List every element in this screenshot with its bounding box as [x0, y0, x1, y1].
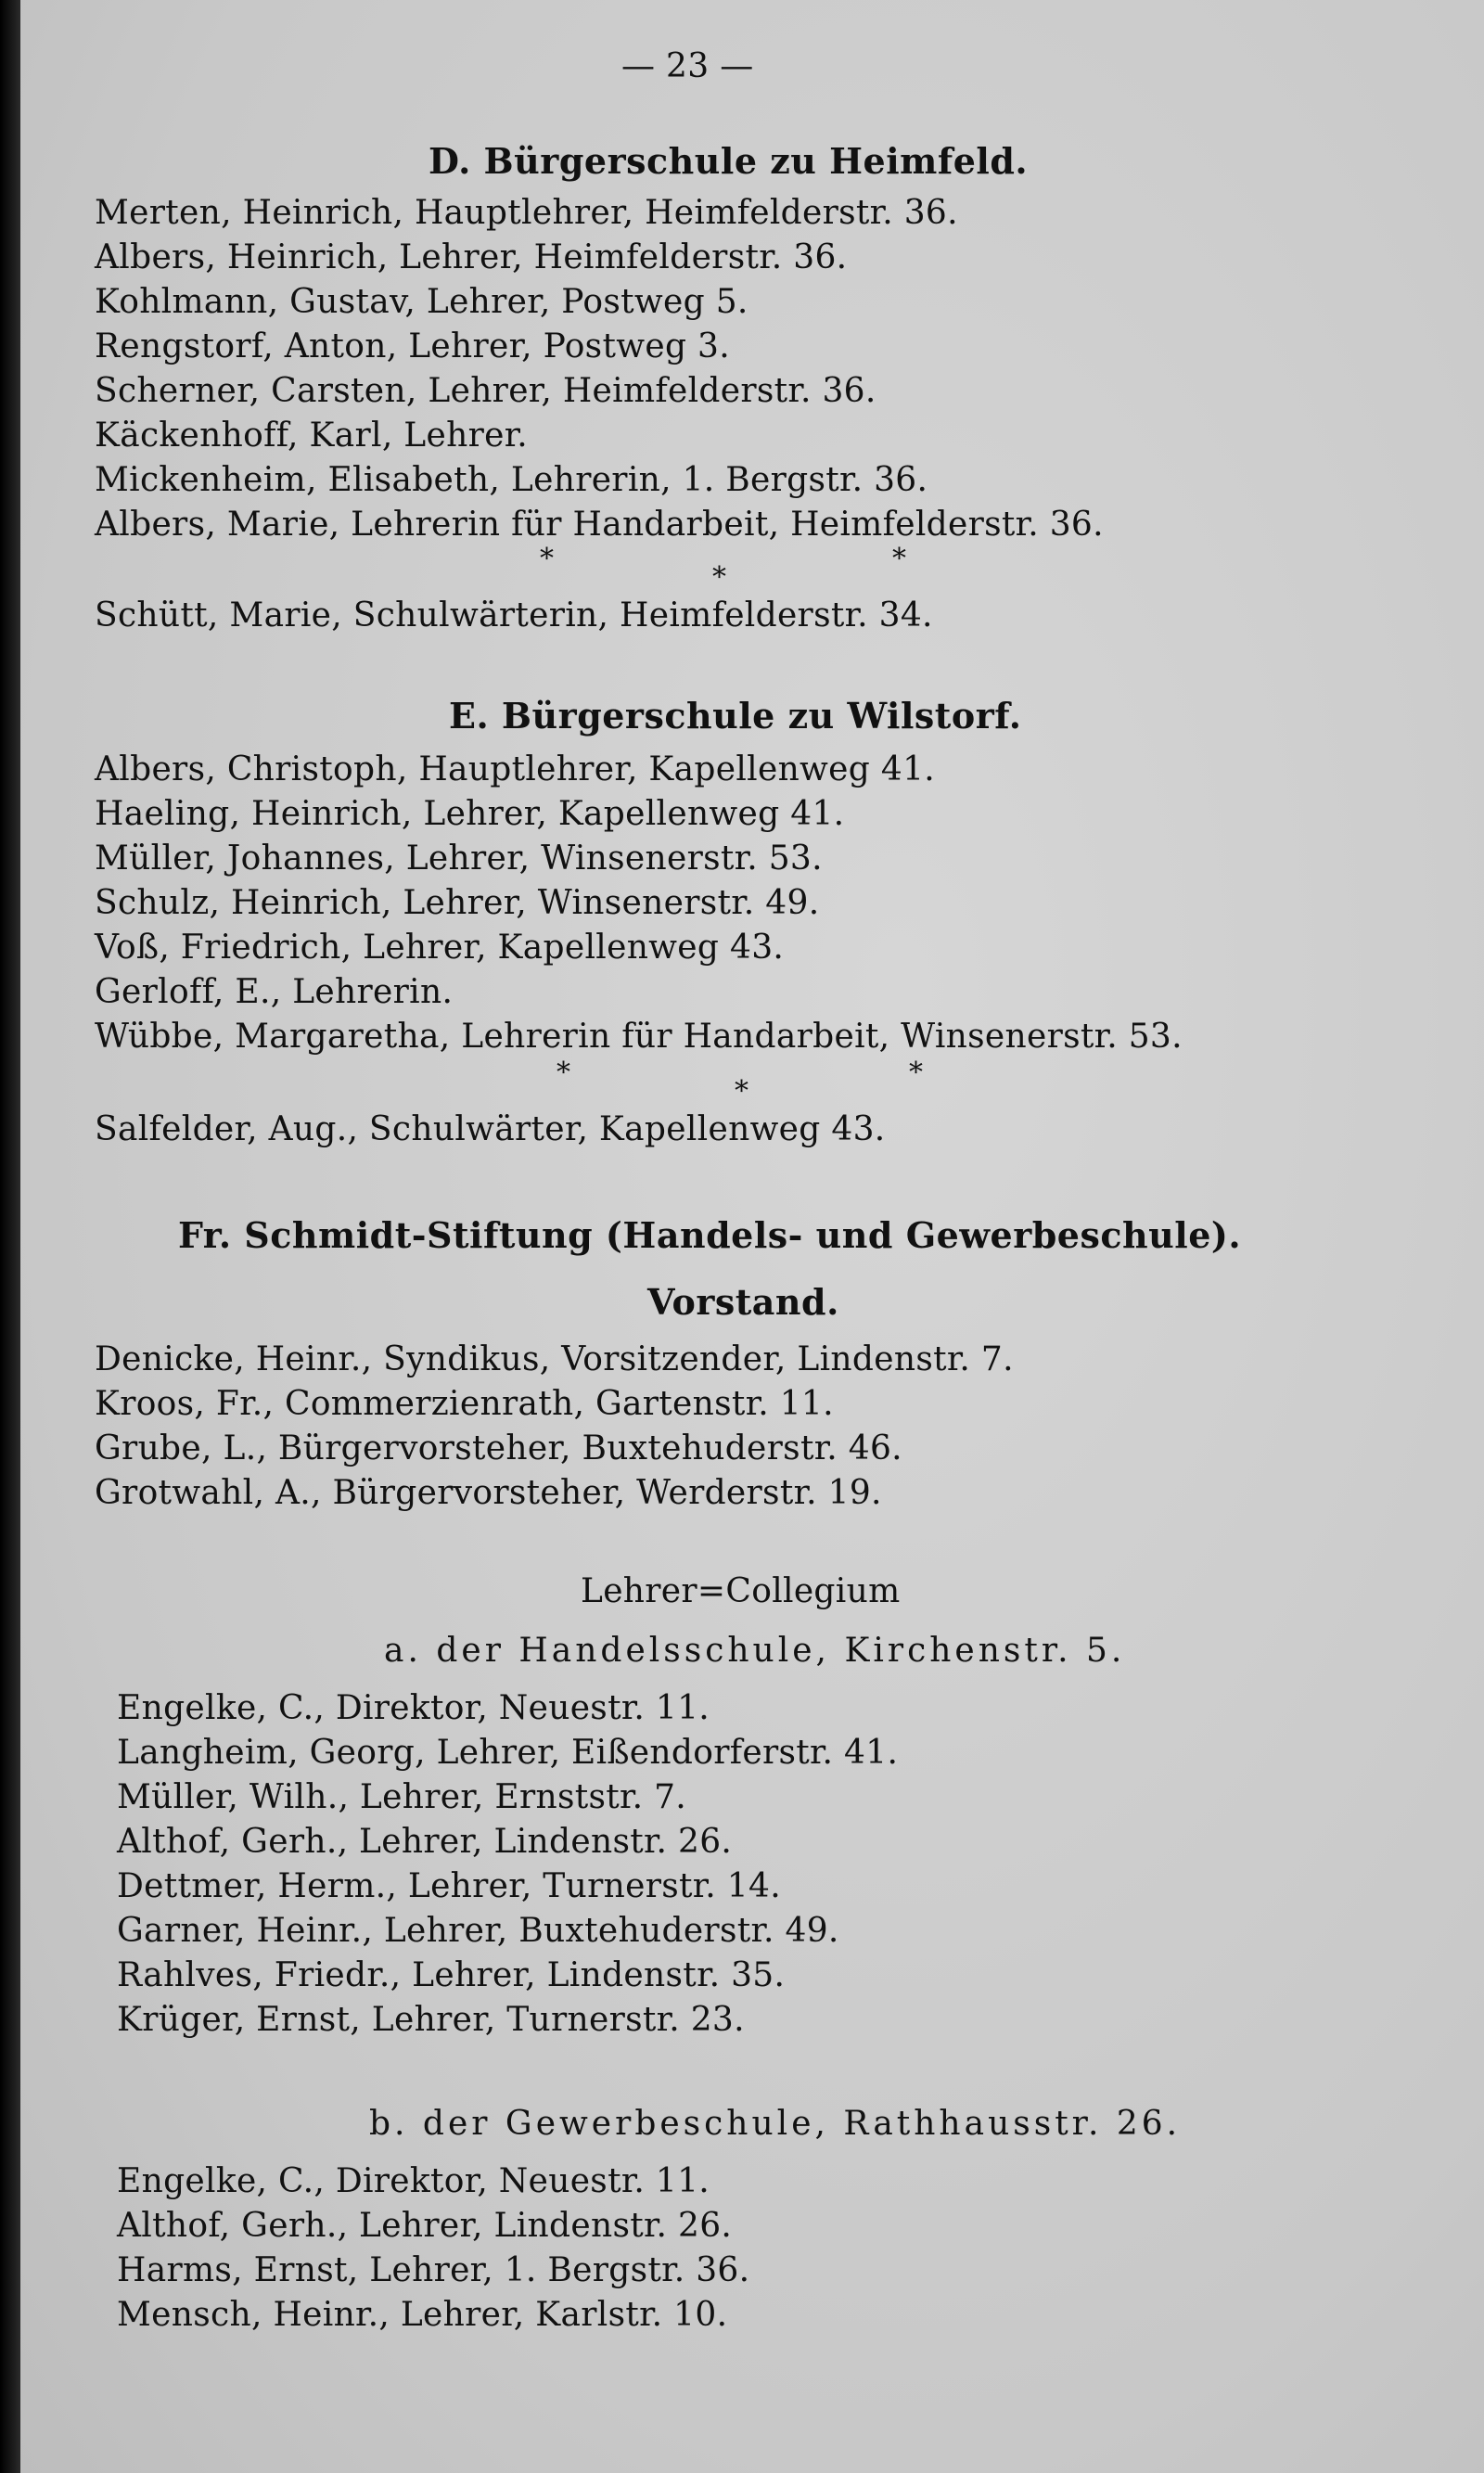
- document-page: [20, 0, 1484, 2473]
- handelsschule-entry: Krüger, Ernst, Lehrer, Turnerstr. 23.: [117, 2001, 745, 2039]
- section-d-entry: Käckenhoff, Karl, Lehrer.: [95, 416, 529, 455]
- section-d-entry: Schütt, Marie, Schulwärterin, Heimfelderstr. 34.: [95, 596, 933, 634]
- section-d-heading: D. Bürgerschule zu Heimfeld.: [429, 140, 1029, 182]
- handelsschule-entry: Langheim, Georg, Lehrer, Eißendorferstr. 41.: [117, 1734, 899, 1772]
- section-e-entry: Voß, Friedrich, Lehrer, Kapellenweg 43.: [95, 929, 785, 967]
- section-e-entry: Haeling, Heinrich, Lehrer, Kapellenweg 41.: [95, 795, 845, 833]
- handelsschule-entry: Althof, Gerh., Lehrer, Lindenstr. 26.: [117, 1823, 733, 1861]
- handelsschule-title: a. der Handelsschule, Kirchenstr. 5.: [384, 1632, 1126, 1670]
- handelsschule-entry: Garner, Heinr., Lehrer, Buxtehuderstr. 49.: [117, 1912, 839, 1950]
- separator-star: *: [909, 1057, 923, 1089]
- separator-star: *: [540, 543, 554, 575]
- section-e-entry: Schulz, Heinrich, Lehrer, Winsenerstr. 49.: [95, 884, 820, 922]
- page-number: — 23 —: [621, 47, 754, 85]
- vorstand-title: Vorstand.: [647, 1281, 839, 1323]
- section-d-entry: Merten, Heinrich, Hauptlehrer, Heimfelderstr. 36.: [95, 194, 958, 232]
- section-e-entry: Albers, Christoph, Hauptlehrer, Kapellenweg 41.: [95, 750, 936, 788]
- vorstand-entry: Grotwahl, A., Bürgervorsteher, Werderstr. 19.: [95, 1474, 882, 1512]
- section-e-heading: E. Bürgerschule zu Wilstorf.: [449, 695, 1022, 737]
- vorstand-entry: Grube, L., Bürgervorsteher, Buxtehuderstr. 46.: [95, 1429, 902, 1467]
- section-d-entry: Albers, Heinrich, Lehrer, Heimfelderstr. 36.: [95, 238, 848, 276]
- gewerbeschule-title: b. der Gewerbeschule, Rathhausstr. 26.: [369, 2105, 1182, 2143]
- handelsschule-entry: Rahlves, Friedr., Lehrer, Lindenstr. 35.: [117, 1956, 786, 1994]
- section-d-entry: Albers, Marie, Lehrerin für Handarbeit, Heimfelderstr. 36.: [95, 506, 1104, 544]
- scan-edge: [0, 0, 20, 2473]
- stiftung-heading: Fr. Schmidt-Stiftung (Handels- und Gewerbeschule).: [178, 1214, 1242, 1256]
- section-e-entry: Salfelder, Aug., Schulwärter, Kapellenweg 43.: [95, 1110, 886, 1148]
- section-e-entry: Wübbe, Margaretha, Lehrerin für Handarbeit, Winsenerstr. 53.: [95, 1018, 1183, 1056]
- section-e-entry: Gerloff, E., Lehrerin.: [95, 973, 454, 1011]
- section-e-entry: Müller, Johannes, Lehrer, Winsenerstr. 53.: [95, 839, 823, 878]
- separator-star: *: [735, 1075, 748, 1108]
- vorstand-entry: Denicke, Heinr., Syndikus, Vorsitzender, Lindenstr. 7.: [95, 1340, 1014, 1378]
- gewerbeschule-entry: Althof, Gerh., Lehrer, Lindenstr. 26.: [117, 2207, 733, 2245]
- section-d-entry: Kohlmann, Gustav, Lehrer, Postweg 5.: [95, 283, 748, 321]
- gewerbeschule-entry: Engelke, C., Direktor, Neuestr. 11.: [117, 2162, 710, 2200]
- gewerbeschule-entry: Mensch, Heinr., Lehrer, Karlstr. 10.: [117, 2296, 728, 2334]
- collegium-title: Lehrer=Collegium: [581, 1572, 901, 1610]
- vorstand-entry: Kroos, Fr., Commerzienrath, Gartenstr. 11.: [95, 1385, 834, 1423]
- handelsschule-entry: Dettmer, Herm., Lehrer, Turnerstr. 14.: [117, 1867, 781, 1905]
- handelsschule-entry: Engelke, C., Direktor, Neuestr. 11.: [117, 1689, 710, 1727]
- section-d-entry: Mickenheim, Elisabeth, Lehrerin, 1. Bergstr. 36.: [95, 461, 928, 499]
- separator-star: *: [892, 543, 906, 575]
- section-d-entry: Rengstorf, Anton, Lehrer, Postweg 3.: [95, 327, 730, 365]
- separator-star: *: [712, 561, 726, 594]
- handelsschule-entry: Müller, Wilh., Lehrer, Ernststr. 7.: [117, 1778, 687, 1816]
- gewerbeschule-entry: Harms, Ernst, Lehrer, 1. Bergstr. 36.: [117, 2251, 750, 2289]
- separator-star: *: [556, 1057, 570, 1089]
- section-d-entry: Scherner, Carsten, Lehrer, Heimfelderstr. 36.: [95, 372, 876, 410]
